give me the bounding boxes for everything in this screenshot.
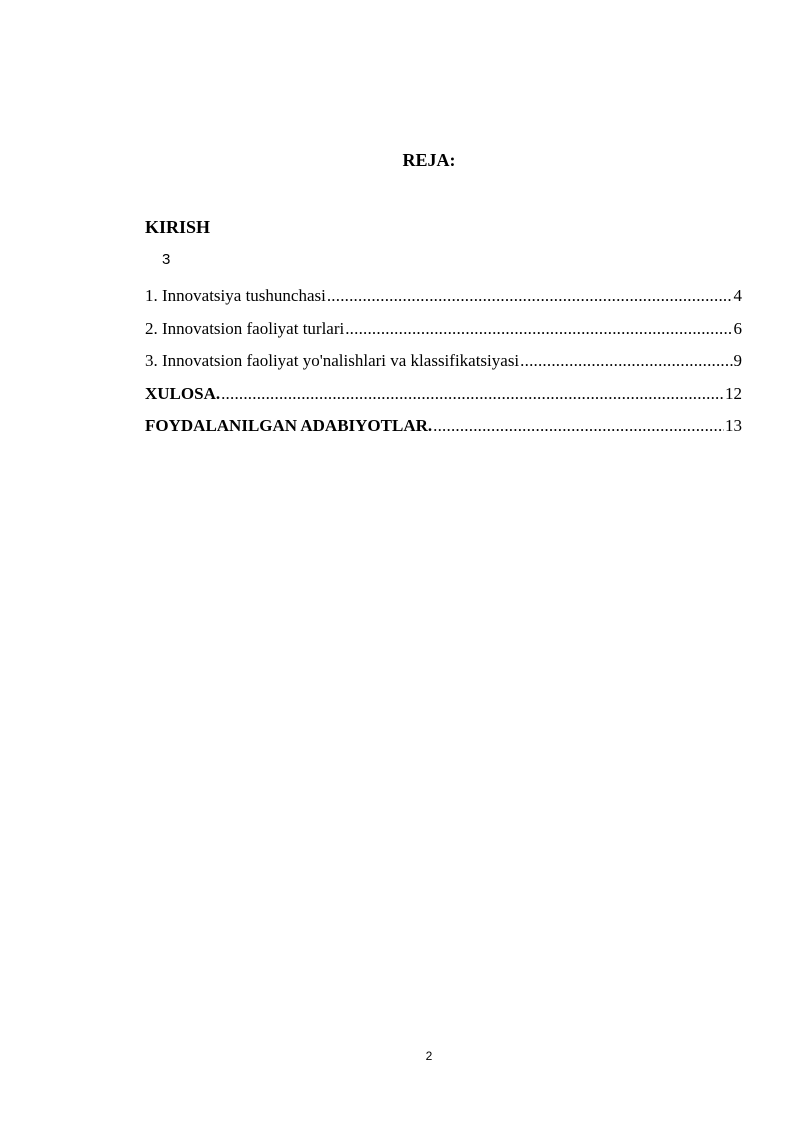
- toc-item-label: 1. Innovatsiya tushunchasi: [145, 286, 326, 305]
- table-of-contents: [145, 285, 742, 448]
- toc-item-xulosa: [145, 383, 742, 416]
- toc-dot-leader: [327, 285, 733, 307]
- toc-dot-leader: [433, 415, 724, 437]
- toc-item-page: 6: [733, 318, 742, 338]
- toc-item-innovatsiya-tushunchasi: [145, 285, 742, 318]
- toc-item-page: 13: [725, 416, 742, 435]
- toc-item-label: 3. Innovatsion faoliyat yo'nalishlari va klassifikatsiyasi: [145, 351, 520, 370]
- toc-item-label: XULOSA.: [145, 383, 221, 403]
- toc-item-adabiyotlar: [145, 415, 742, 448]
- page-number: 2: [425, 1049, 433, 1063]
- toc-item-page: 4: [733, 286, 742, 305]
- toc-item-label: 2. Innovatsion faoliyat turlari: [145, 318, 345, 338]
- toc-item-page: 12: [725, 383, 742, 403]
- toc-item-faoliyat-turlari: [145, 318, 742, 351]
- toc-item-yonalishlari: [145, 350, 742, 383]
- toc-item-label: FOYDALANILGAN ADABIYOTLAR.: [145, 416, 433, 435]
- page-title: REJA:: [402, 150, 456, 170]
- intro-heading: KIRISH: [145, 217, 211, 237]
- toc-dot-leader: [221, 383, 724, 405]
- intro-page-number: 3: [162, 251, 171, 268]
- toc-item-page: 9: [733, 351, 742, 370]
- toc-dot-leader: [520, 350, 732, 372]
- toc-dot-leader: [345, 318, 732, 340]
